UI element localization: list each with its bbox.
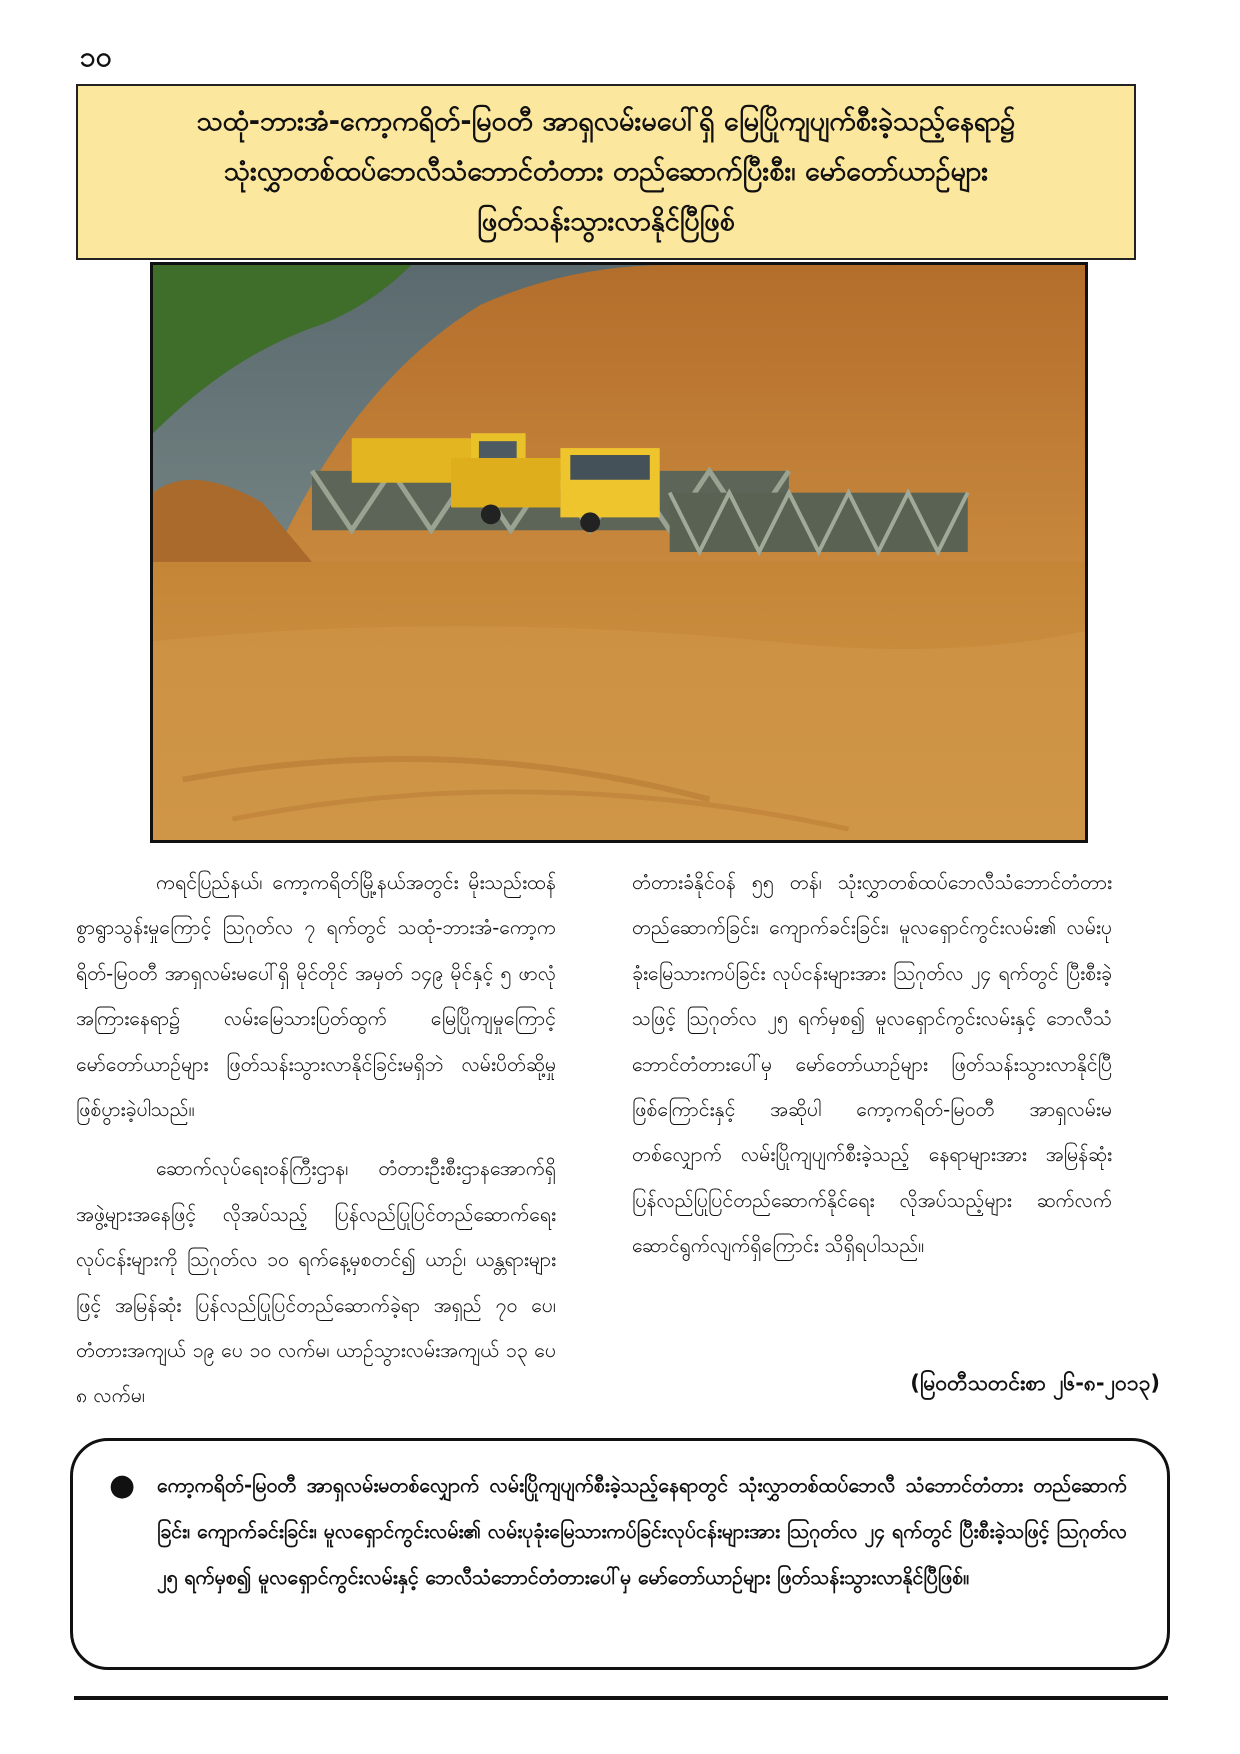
article-column-left (76, 860, 556, 1419)
news-photo (150, 262, 1088, 843)
headline-line-3: ဖြတ်သန်းသွားလာနိုင်ပြီဖြစ် (477, 206, 735, 237)
headline-box (76, 84, 1136, 260)
bullet-icon: ● (109, 1468, 136, 1503)
summary-text: ကော့ကရိတ်-မြဝတီ အာရှလမ်းမတစ်လျှောက် လမ်းပြိုကျပျက်စီးခဲ့သည့်နေရာတွင် သုံးလွှာတစ်ထပ်ဘေလီ သံဘောင်တံတား တည်ဆောက်ခြင်း၊ ကျောက်ခင်းခြင်း၊ မူလရှောင်ကွင်းလမ်း၏ လမ်းပုခုံးမြေသားကပ်ခြင်းလုပ်ငန်းများအား ဩဂုတ်လ ၂၄ ရက်တွင် ပြီးစီးခဲ့သဖြင့် ဩဂုတ်လ ၂၅ ရက်မှစ၍ မူလရှောင်ကွင်းလမ်းနှင့် ဘေလီသံဘောင်တံတားပေါ်မှ မော်တော်ယာဉ်များ ဖြတ်သန်းသွားလာနိုင်ပြီဖြစ်။ (157, 1474, 1127, 1589)
article-paragraph-2: ဆောက်လုပ်ရေးဝန်ကြီးဌာန၊ တံတားဦးစီးဌာနအောက်ရှိ အဖွဲ့များအနေဖြင့် လိုအပ်သည့် ပြန်လည်ပြုပြင်တည်ဆောက်ရေးလုပ်ငန်းများကို ဩဂုတ်လ ၁၀ ရက်နေ့မှစတင်၍ ယာဉ်၊ ယန္တရားများဖြင့် အမြန်ဆုံး ပြန်လည်ပြုပြင်တည်ဆောက်ခဲ့ရာ အရှည် ၇၀ ပေ၊ တံတားအကျယ် ၁၉ ပေ ၁၀ လက်မ၊ ယာဉ်သွားလမ်းအကျယ် ၁၃ ပေ ၈ လက်မ၊ (76, 1157, 556, 1408)
article-paragraph-3: တံတားခံနိုင်ဝန် ၅၅ တန်၊ သုံးလွှာတစ်ထပ်ဘေလီသံဘောင်တံတားတည်ဆောက်ခြင်း၊ ကျောက်ခင်းခြင်း၊ မူလရှောင်ကွင်းလမ်း၏ လမ်းပုခုံးမြေသားကပ်ခြင်း လုပ်ငန်းများအား ဩဂုတ်လ ၂၄ ရက်တွင် ပြီးစီးခဲ့သဖြင့် ဩဂုတ်လ ၂၅ ရက်မှစ၍ မူလရှောင်ကွင်းလမ်းနှင့် ဘေလီသံဘောင်တံတားပေါ်မှ မော်တော်ယာဉ်များ ဖြတ်သန်းသွားလာနိုင်ပြီဖြစ်ကြောင်းနှင့် အဆိုပါ ကော့ကရိတ်-မြဝတီ အာရှလမ်းမတစ်လျှောက် လမ်းပြိုကျပျက်စီးခဲ့သည့် နေရာများအား အမြန်ဆုံးပြန်လည်ပြုပြင်တည်ဆောက်နိုင်ရေး လိုအပ်သည့်များ ဆက်လက်ဆောင်ရွက်လျက်ရှိကြောင်း သိရှိရပါသည်။ (632, 871, 1112, 1258)
summary-box (70, 1438, 1170, 1670)
article-paragraph-1: ကရင်ပြည်နယ်၊ ကော့ကရိတ်မြို့နယ်အတွင်း မိုးသည်းထန်စွာရွာသွန်းမှုကြောင့် ဩဂုတ်လ ၇ ရက်တွင် သထုံ-ဘားအံ-ကော့ကရိတ်-မြဝတီ အာရှလမ်းမပေါ်ရှိ မိုင်တိုင် အမှတ် ၁၄၉ မိုင်နှင့် ၅ ဖာလုံအကြားနေရာ၌ လမ်းမြေသားပြတ်ထွက် မြေပြိုကျမှုကြောင့် မော်တော်ယာဉ်များ ဖြတ်သန်းသွားလာနိုင်ခြင်းမရှိဘဲ လမ်းပိတ်ဆို့မှုဖြစ်ပွားခဲ့ပါသည်။ (76, 871, 556, 1122)
article-column-right (632, 860, 1112, 1269)
headline-line-2: သုံးလွှာတစ်ထပ်ဘေလီသံဘောင်တံတား တည်ဆောက်ပြီးစီး၊ မော်တော်ယာဉ်များ (223, 156, 989, 187)
bridge-photo-illustration (153, 265, 1085, 840)
page-number: ၁၀ (80, 40, 112, 73)
summary-item (109, 1463, 1127, 1601)
headline-line-1: သထုံ-ဘားအံ-ကော့ကရိတ်-မြဝတီ အာရှလမ်းမပေါ်ရှိ မြေပြိုကျပျက်စီးခဲ့သည့်နေရာ၌ (196, 106, 1016, 137)
bottom-divider (74, 1696, 1168, 1700)
source-citation: (မြဝတီသတင်းစာ ၂၆-၈-၂၀၁၃) (910, 1371, 1160, 1395)
